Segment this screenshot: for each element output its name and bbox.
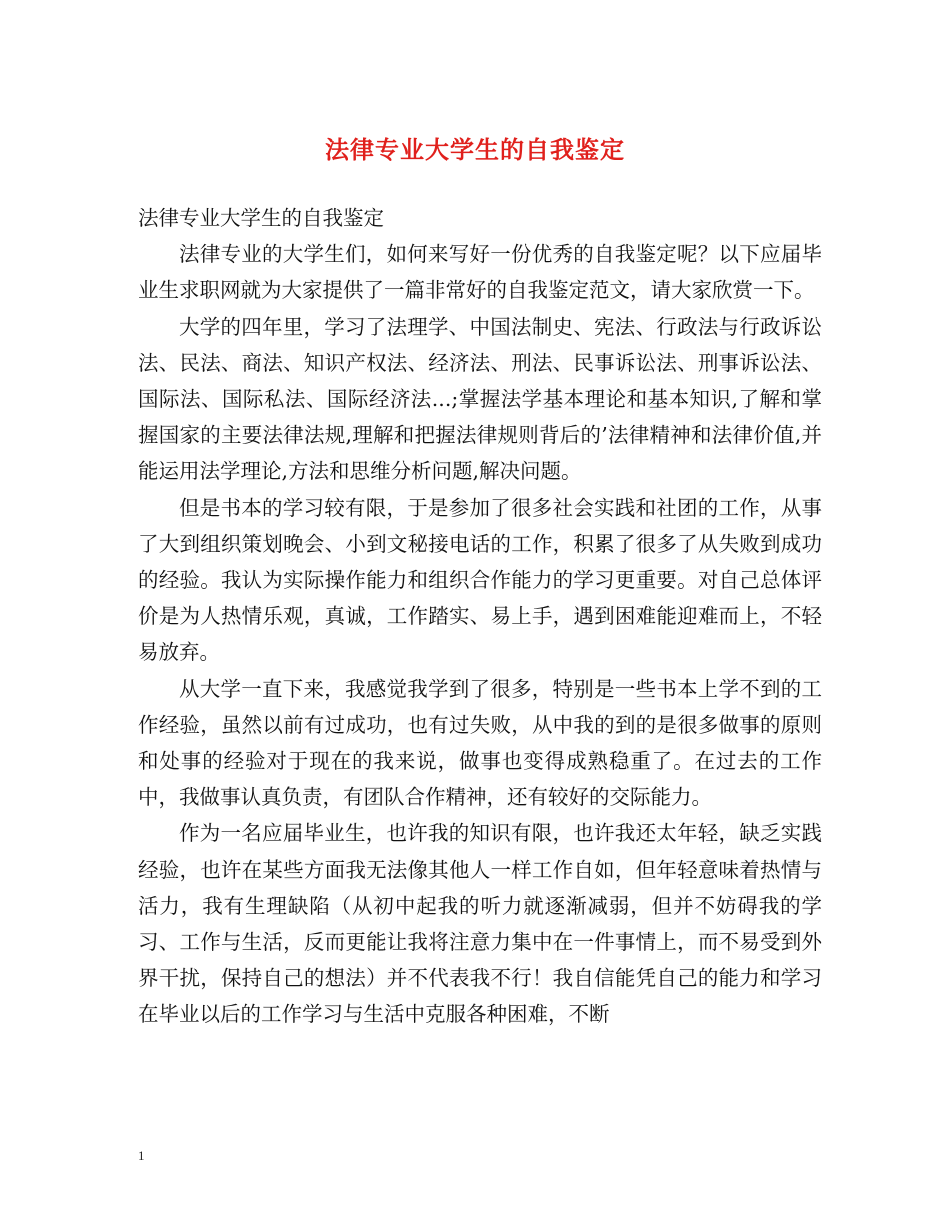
document-body [138, 200, 822, 1033]
paragraph-3: 但是书本的学习较有限，于是参加了很多社会实践和社团的工作，从事了大到组织策划晚会、小到文秘接电话的工作，积累了很多了从失败到成功的经验。我认为实际操作能力和组织合作能力的学习更重要。对自己总体评价是为人热情乐观，真诚，工作踏实、易上手，遇到困难能迎难而上，不轻易放弃。 [138, 495, 822, 665]
paragraph-2: 大学的四年里，学习了法理学、中国法制史、宪法、行政法与行政诉讼法、民法、商法、知识产权法、经济法、刑法、民事诉讼法、刑事诉讼法、国际法、国际私法、国际经济法...;掌握法学基本理论和基本知识,了解和掌握国家的主要法律法规,理解和把握法律规则背后的’法律精神和法律价值,并能运用法学理论,方法和思维分析问题,解决问题。 [138, 314, 822, 484]
paragraph-4: 从大学一直下来，我感觉我学到了很多，特别是一些书本上学不到的工作经验，虽然以前有过成功，也有过失败，从中我的到的是很多做事的原则和处事的经验对于现在的我来说，做事也变得成熟稳重了。在过去的工作中，我做事认真负责，有团队合作精神，还有较好的交际能力。 [138, 676, 822, 810]
page-number: 1 [138, 1148, 145, 1163]
document-title: 法律专业大学生的自我鉴定 [325, 135, 625, 164]
paragraph-1: 法律专业的大学生们，如何来写好一份优秀的自我鉴定呢？以下应届毕业生求职网就为大家提供了一篇非常好的自我鉴定范文，请大家欣赏一下。 [138, 242, 822, 303]
paragraph-5: 作为一名应届毕业生，也许我的知识有限，也许我还太年轻，缺乏实践经验，也许在某些方面我无法像其他人一样工作自如，但年轻意味着热情与活力，我有生理缺陷（从初中起我的听力就逐渐减弱，但并不妨碍我的学习、工作与生活，反而更能让我将注意力集中在一件事情上，而不易受到外界干扰，保持自己的想法）并不代表我不行！我自信能凭自己的能力和学习在毕业以后的工作学习与生活中克服各种困难，不断 [138, 821, 822, 1027]
document-subtitle: 法律专业大学生的自我鉴定 [138, 206, 384, 230]
